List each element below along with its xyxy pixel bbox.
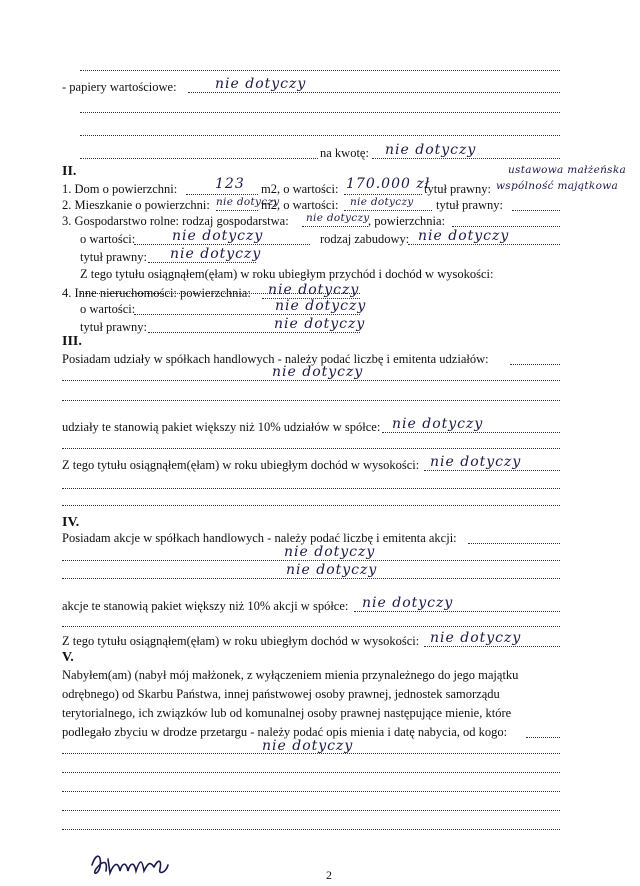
stocks-package-label: akcje te stanowią pakiet większy niż 10% akcji w spółce: [62,599,349,613]
farm-value: nie dotyczy [172,228,264,244]
blank-line [452,226,560,227]
blank-line [510,364,560,365]
farm-value-label: o wartości: [80,232,136,246]
acquired-line-2: odrębnego) od Skarbu Państwa, innej państwowej osoby prawnej, jednostek samorządu [62,687,500,701]
shares-package-value: nie dotyczy [392,416,484,432]
stocks-label: Posiadam akcje w spółkach handlowych - należy podać liczbę i emitenta akcji: [62,531,457,545]
shares-income-value: nie dotyczy [430,454,522,470]
house-title-line2: wspólność majątkowa [496,180,619,192]
section-heading-3: III. [62,334,82,349]
shares-value: nie dotyczy [272,364,364,380]
shares-label: Posiadam udziały w spółkach handlowych - należy podać liczbę i emitenta udziałów: [62,352,489,366]
blank-line [188,92,560,93]
acquired-value: nie dotyczy [262,738,354,754]
handwritten-signature [88,845,180,879]
house-label: 1. Dom o powierzchni: [62,182,178,196]
amount-label: na kwotę: [320,146,369,160]
flat-mid: m2, o wartości: [261,198,339,212]
house-title-label: tytuł prawny: [424,182,492,196]
blank-line [526,737,560,738]
blank-line [148,332,360,333]
blank-line [62,380,560,381]
farm-build-label: rodzaj zabudowy: [320,232,410,246]
blank-line [62,400,560,401]
blank-line [148,262,256,263]
blank-line [80,70,560,71]
other-value: nie dotyczy [275,298,367,314]
other-label: 4. Inne nieruchomości: powierzchnia: [62,286,251,300]
page-number: 2 [326,868,332,882]
shares-income-label: Z tego tytułu osiągnąłem(ęłam) w roku ubiegłym dochód w wysokości: [62,458,420,472]
farm-build: nie dotyczy [418,228,510,244]
blank-line [62,560,560,561]
other-value-label: o wartości: [80,302,136,316]
flat-value: nie dotyczy [350,196,414,208]
blank-line [512,210,560,211]
house-value: 170.000 zł [346,176,431,192]
farm-area-label: , powierzchnia: [368,214,446,228]
blank-line [62,772,560,773]
blank-line [424,646,560,647]
blank-line [134,314,360,315]
blank-line [62,753,560,754]
acquired-line-1: Nabyłem(am) (nabył mój małżonek, z wyłączeniem mienia przynależnego do jego majątku [62,668,519,682]
amount-value: nie dotyczy [385,142,477,158]
blank-line [344,194,422,195]
stocks-income-label: Z tego tytułu osiągnąłem(ęłam) w roku ubiegłym dochód w wysokości: [62,634,420,648]
blank-line [424,470,560,471]
blank-line [372,158,560,159]
shares-package-label: udziały te stanowią pakiet większy niż 10% udziałów w spółce: [62,420,381,434]
blank-line [80,112,560,113]
blank-line [186,194,258,195]
section-heading-4: IV. [62,515,80,530]
house-area: 123 [215,176,245,192]
flat-label: 2. Mieszkanie o powierzchni: [62,198,210,212]
blank-line [62,448,560,449]
farm-title: nie dotyczy [170,246,262,262]
stocks-value-1: nie dotyczy [284,544,376,560]
stocks-value-2: nie dotyczy [286,562,378,578]
blank-line [62,791,560,792]
acquired-line-3: terytorialnego, ich związków lub od komunalnej osoby prawnej następujące mienie, które [62,706,512,720]
blank-line [382,432,560,433]
house-mid: m2, o wartości: [261,182,339,196]
blank-line [468,543,560,544]
blank-line [80,135,560,136]
papers-value: nie dotyczy [215,76,307,92]
house-title-line1: ustawowa małżeńska [508,164,627,176]
blank-line [62,810,560,811]
other-title: nie dotyczy [274,316,366,332]
stocks-package-value: nie dotyczy [362,595,454,611]
section-heading-2: II. [62,164,77,179]
blank-line [302,226,368,227]
blank-line [62,505,560,506]
other-area: nie dotyczy [268,282,360,298]
blank-line [62,488,560,489]
flat-area: nie dotyczy [216,196,280,208]
blank-line [344,210,432,211]
stocks-income-value: nie dotyczy [430,630,522,646]
farm-label: 3. Gospodarstwo rolne: rodzaj gospodarstwa: [62,214,289,228]
farm-income-label: Z tego tytułu osiągnąłem(ęłam) w roku ubiegłym przychód i dochód w wysokości: [80,267,494,281]
other-title-label: tytuł prawny: [80,320,148,334]
papers-label: - papiery wartościowe: [62,80,177,94]
acquired-line-4: podlegało zbyciu w drodze przetargu - należy podać opis mienia i datę nabycia, od kogo: [62,725,508,739]
blank-line [354,611,560,612]
section-heading-5: V. [62,650,74,665]
blank-line [62,578,560,579]
blank-line [408,244,560,245]
flat-title-label: tytuł prawny: [436,198,504,212]
blank-line [216,210,258,211]
farm-type: nie dotyczy [306,212,370,224]
blank-line [134,244,310,245]
blank-line [62,626,560,627]
blank-line [62,829,560,830]
blank-line [80,158,318,159]
farm-title-label: tytuł prawny: [80,250,148,264]
